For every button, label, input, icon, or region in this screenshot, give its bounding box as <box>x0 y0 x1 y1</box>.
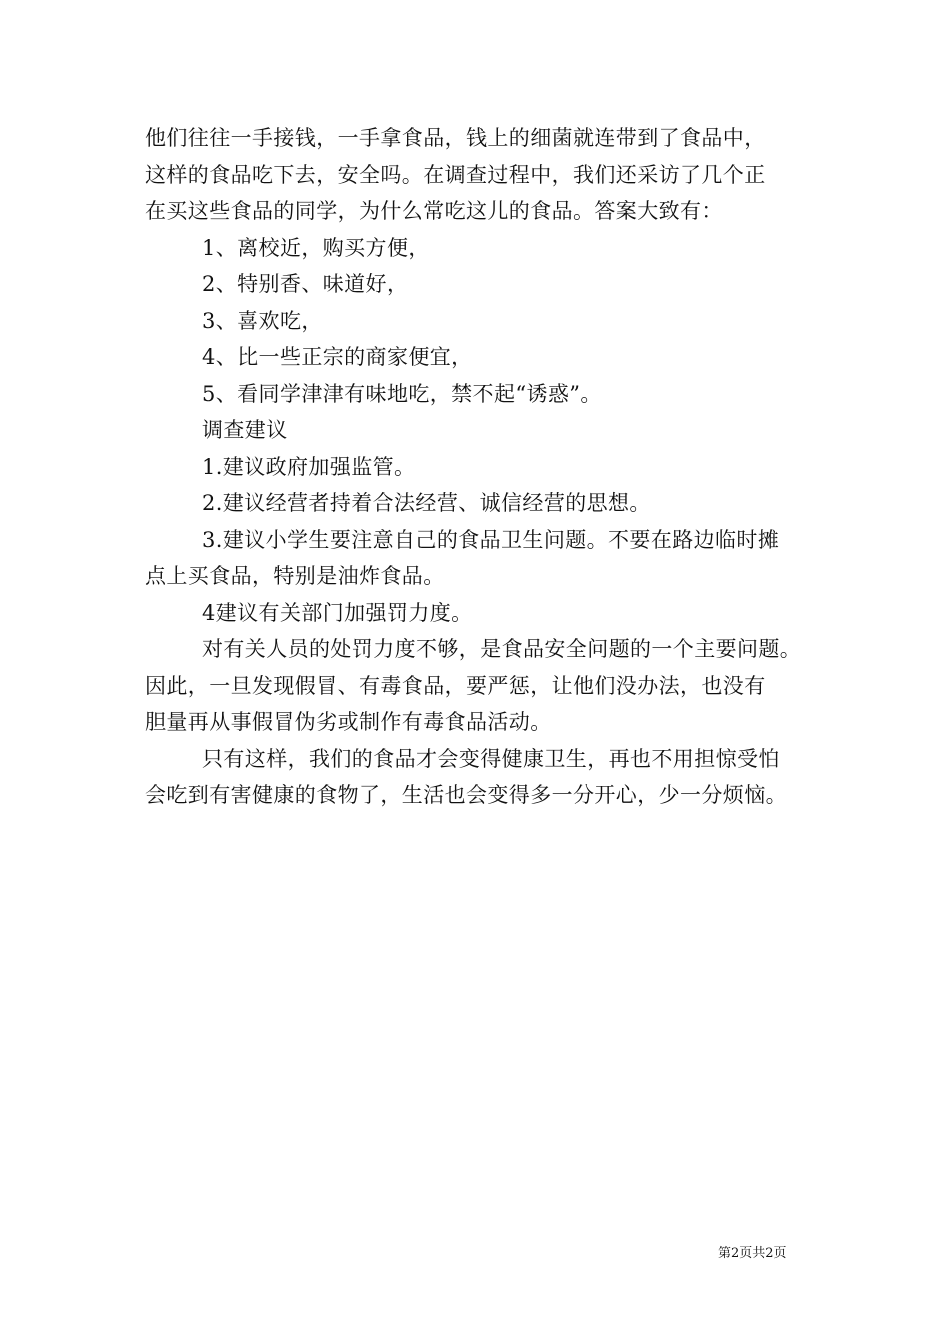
suggestion-item: 4建议有关部门加强罚力度。 <box>202 600 473 625</box>
text-line: 会吃到有害健康的食物了，生活也会变得多一分开心，少一分烦恼。 <box>145 783 787 807</box>
list-item: 1、离校近，购买方便， <box>202 235 430 260</box>
text-line: 点上买食品，特别是油炸食品。 <box>145 564 445 588</box>
suggestion-item: 1.建议政府加强监管。 <box>202 454 416 479</box>
list-item: 5、看同学津津有味地吃，禁不起“诱惑”。 <box>202 381 602 406</box>
suggestion-item: 3.建议小学生要注意自己的食品卫生问题。不要在路边临时摊 <box>202 527 780 552</box>
text-line: 因此，一旦发现假冒、有毒食品，要严惩，让他们没办法，也没有 <box>145 673 766 698</box>
paragraph-line: 对有关人员的处罚力度不够，是食品安全问题的一个主要问题。 <box>202 637 802 661</box>
suggestion-item: 2.建议经营者持着合法经营、诚信经营的思想。 <box>202 491 651 515</box>
document-body <box>145 120 835 814</box>
section-heading: 调查建议 <box>202 418 288 442</box>
text-line: 胆量再从事假冒伪劣或制作有毒食品活动。 <box>145 710 552 734</box>
list-item: 4、比一些正宗的商家便宜， <box>202 345 473 369</box>
page-number: 第2页共2页 <box>718 1246 787 1261</box>
list-item: 2、特别香、味道好， <box>202 272 409 296</box>
text-line: 他们往往一手接钱，一手拿食品，钱上的细菌就连带到了食品中， <box>145 126 766 150</box>
list-item: 3、喜欢吃， <box>202 308 323 333</box>
paragraph-line: 只有这样，我们的食品才会变得健康卫生，再也不用担惊受怕 <box>202 746 780 771</box>
text-line: 这样的食品吃下去，安全吗。在调查过程中，我们还采访了几个正 <box>145 162 766 187</box>
text-line: 在买这些食品的同学，为什么常吃这儿的食品。答案大致有： <box>145 199 723 223</box>
